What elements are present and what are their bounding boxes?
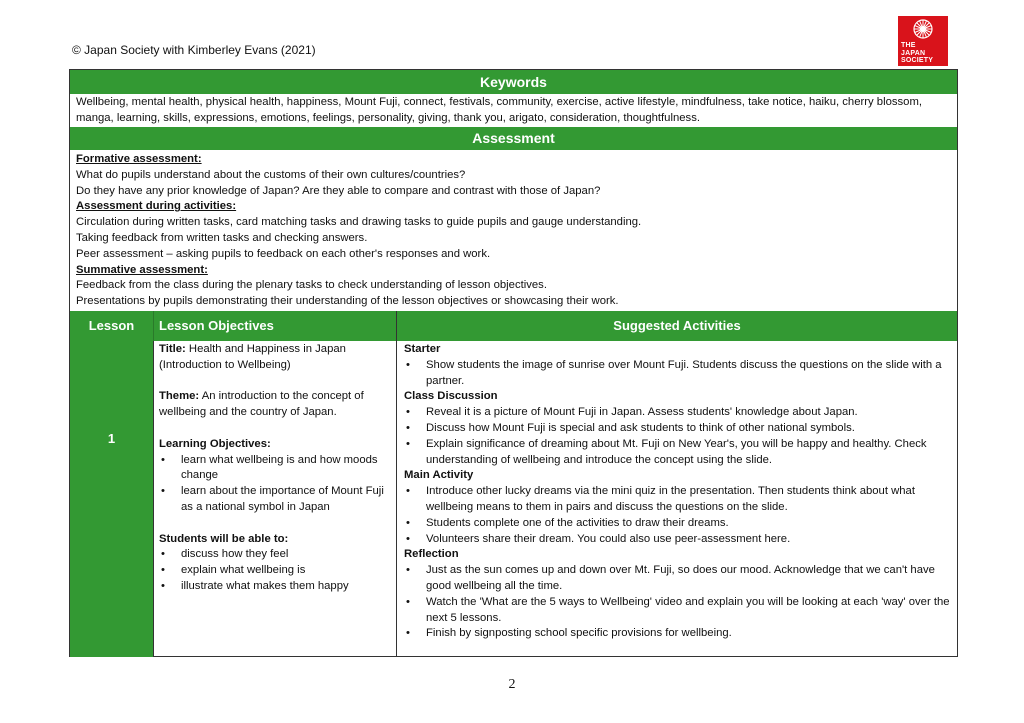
sunburst-icon [912,18,934,40]
list-item: • discuss how they feel [159,547,395,563]
assessment-heading: Assessment [70,127,957,150]
objectives-cell [159,342,395,595]
activities-cell [404,342,954,642]
logo-line: SOCIETY [901,57,934,64]
japan-society-logo [898,16,948,66]
during-heading: Assessment during activities: [76,200,237,213]
list-item: • Explain significance of dreaming about Mt. Fuji on New Year's, you will be happy and healthy. Check understanding of wellbeing and introduce the concept using the slide. [404,437,954,469]
starter-heading: Starter [404,343,441,355]
lesson-plan-table [69,69,958,657]
col-activities-header: Suggested Activities [613,318,741,333]
page-number: 2 [508,677,516,692]
lesson-cell [70,341,153,657]
learning-objectives-heading: Learning Objectives: [159,437,271,450]
list-item: • Students complete one of the activities to draw their dreams. [404,516,954,532]
list-item: • learn about the importance of Mount Fuji as a national symbol in Japan [159,484,395,516]
list-item: • Discuss how Mount Fuji is special and ask students to think of other national symbols. [404,421,954,437]
list-item: • Watch the 'What are the 5 ways to Wellbeing' video and explain you will be looking at each 'way' over the next 5 lessons. [404,595,954,627]
list-item: • illustrate what makes them happy [159,579,395,595]
title-sub: (Introduction to Wellbeing) [159,358,291,371]
lesson-number: 1 [107,431,116,446]
logo-line: THE [901,42,916,49]
col-lesson-header: Lesson [88,318,135,333]
list-item: • Reveal it is a picture of Mount Fuji in Japan. Assess students' knowledge about Japan. [404,405,954,421]
list-item: • Just as the sun comes up and down over Mt. Fuji, so does our mood. Acknowledge that we can't have good wellbeing all the time. [404,563,954,595]
formative-line: What do pupils understand about the customs of their own cultures/countries? [76,168,466,181]
reflection-heading: Reflection [404,548,459,561]
formative-line: Do they have any prior knowledge of Japan? Are they able to compare and contrast with those of Japan? [76,184,601,197]
divider [153,341,154,657]
copyright-text: © Japan Society with Kimberley Evans (2021) [72,43,316,57]
keywords-text: Wellbeing, mental health, physical health, happiness, Mount Fuji, connect, festivals, community, exercise, active lifestyle, mindfulness, take notice, haiku, cherry blossom, manga, learning, skills, expressions, emotions, feelings, personality, giving, thank you, arigato, consideration, thoughtfulness. [76,96,922,124]
title-text: Health and Happiness in Japan [185,343,346,355]
list-item: • Finish by signposting school specific provisions for wellbeing. [404,626,954,642]
list-item: • explain what wellbeing is [159,563,395,579]
divider [153,311,154,341]
list-item: • Show students the image of sunrise over Mount Fuji. Students discuss the questions on the slide with a partner. [404,358,954,390]
summative-heading: Summative assessment: [76,263,208,276]
list-item: • Volunteers share their dream. You could also use peer-assessment here. [404,532,954,548]
summative-line: Presentations by pupils demonstrating their understanding of the lesson objectives or showcasing their work. [76,295,619,308]
keywords-heading: Keywords [70,70,957,94]
theme-text: An introduction to the concept of wellbeing and the country of Japan. [159,390,364,419]
list-item: • learn what wellbeing is and how moods change [159,453,395,485]
col-objectives-header: Lesson Objectives [159,318,274,333]
summative-line: Feedback from the class during the plenary tasks to check understanding of lesson objectives. [76,279,547,292]
discussion-heading: Class Discussion [404,390,498,403]
divider [396,311,397,657]
logo-line: JAPAN [901,49,926,57]
during-line: Taking feedback from written tasks and checking answers. [76,231,368,244]
during-line: Circulation during written tasks, card matching tasks and drawing tasks to guide pupils and gauge understanding. [76,216,642,229]
during-line: Peer assessment – asking pupils to feedback on each other's responses and work. [76,247,491,260]
formative-heading: Formative assessment: [76,153,202,165]
students-able-heading: Students will be able to: [159,532,289,545]
title-label: Title: [159,343,186,355]
main-activity-heading: Main Activity [404,469,474,482]
theme-label: Theme: [159,390,200,403]
assessment-text [76,152,952,310]
list-item: • Introduce other lucky dreams via the mini quiz in the presentation. Then students think about what wellbeing means to them in pairs and discuss the questions on the slide. [404,484,954,516]
